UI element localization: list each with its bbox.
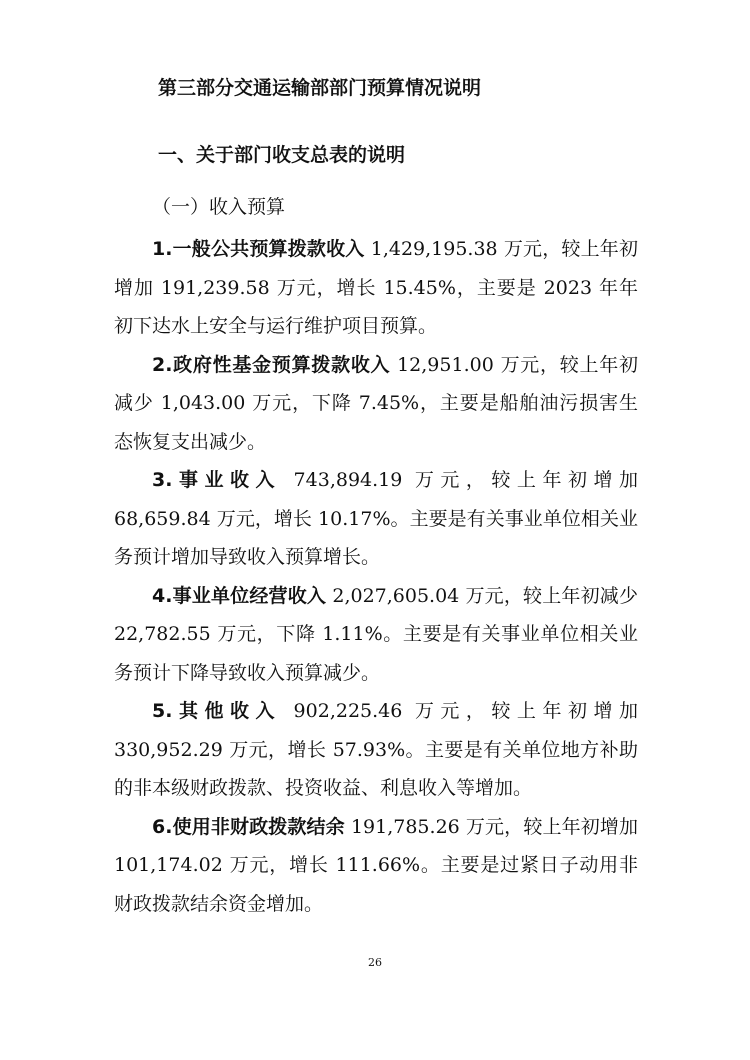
- paragraph-text: 2,027,605.04 万元，较上年初减少 22,782.55 万元，下降 1.11%。主要是有关事业单位相关业务预计下降导致收入预算减少。: [114, 584, 638, 684]
- page-number: 26: [368, 956, 382, 969]
- paragraph-general-budget: [114, 230, 638, 346]
- paragraph-other-income: [114, 692, 638, 808]
- paragraph-lead: 6.使用非财政拨款结余: [152, 815, 345, 838]
- document-body: [114, 230, 638, 923]
- paragraph-text: 1,429,195.38 万元，较上年初增加 191,239.58 万元，增长 15.45%，主要是 2023 年年初下达水上安全与运行维护项目预算。: [114, 238, 638, 337]
- paragraph-lead: 3.事业收入: [152, 469, 281, 491]
- paragraph-text: 12,951.00 万元，较上年初减少 1,043.00 万元，下降 7.45%，主要是船舶油污损害生态恢复支出减少。: [114, 353, 638, 453]
- paragraph-text: 743,894.19 万元，较上年初增加 68,659.84 万元，增长 10.17%。主要是有关事业单位相关业务预计增加导致收入预算增长。: [114, 469, 638, 568]
- section-heading: 一、关于部门收支总表的说明: [158, 144, 406, 166]
- paragraph-text: 902,225.46 万元，较上年初增加 330,952.29 万元，增长 57.93%。主要是有关单位地方补助的非本级财政拨款、投资收益、利息收入等增加。: [114, 700, 638, 799]
- paragraph-operating-income: [114, 577, 638, 693]
- paragraph-lead: 2.政府性基金预算拨款收入: [152, 353, 391, 376]
- subsection-heading: （一）收入预算: [152, 196, 286, 218]
- paragraph-text: 191,785.26 万元，较上年初增加 101,174.02 万元，增长 111.66%。主要是过紧日子动用非财政拨款结余资金增加。: [114, 815, 638, 915]
- paragraph-lead: 4.事业单位经营收入: [152, 584, 327, 607]
- paragraph-lead: 1.一般公共预算拨款收入: [152, 238, 365, 260]
- paragraph-non-fiscal-balance: [114, 808, 638, 924]
- paragraph-government-fund: [114, 346, 638, 462]
- paragraph-business-income: [114, 461, 638, 577]
- paragraph-lead: 5.其他收入: [152, 700, 281, 722]
- document-title: 第三部分交通运输部部门预算情况说明: [158, 77, 482, 99]
